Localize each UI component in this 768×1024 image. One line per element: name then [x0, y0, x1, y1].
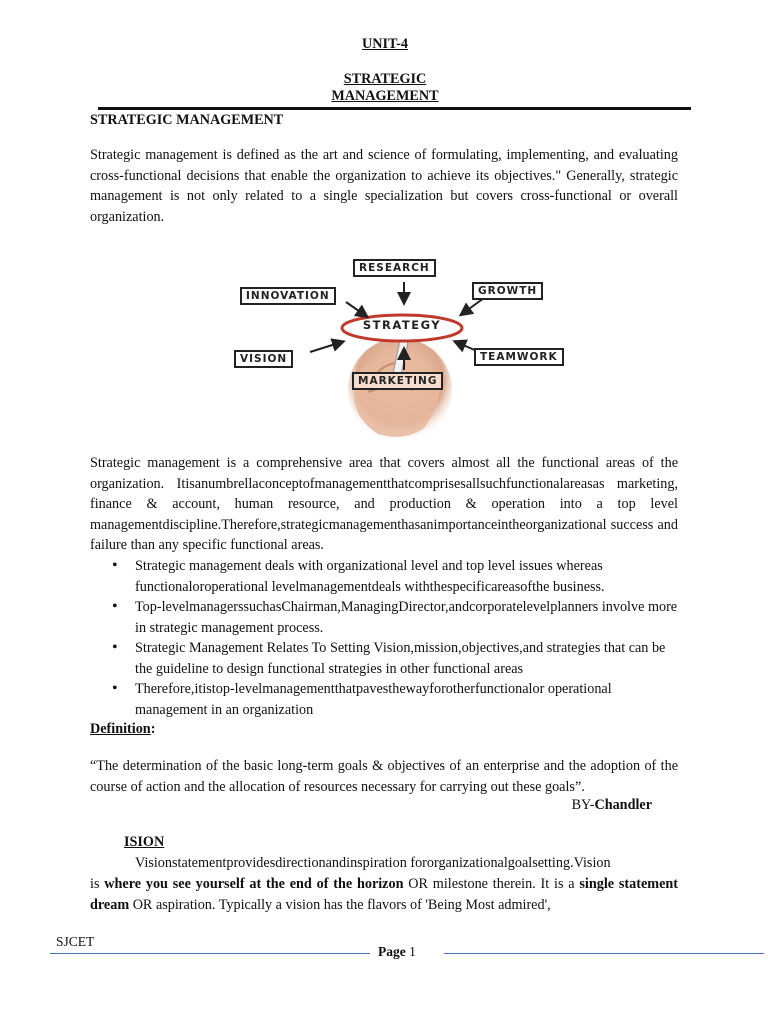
unit-label: UNIT-4	[362, 36, 408, 52]
vision-text-bold-1: where you see yourself at the end of the horizon	[104, 876, 404, 892]
footer-rule-left	[50, 953, 370, 954]
vision-text-c: OR milestone therein. It is a	[403, 876, 580, 892]
strategy-diagram-svg	[228, 252, 588, 440]
vision-box: VISION	[234, 350, 293, 368]
page-number: 1	[409, 944, 416, 959]
vision-heading: ISION	[124, 834, 165, 850]
teamwork-box: TEAMWORK	[474, 348, 564, 366]
attribution-author: Chandler	[594, 797, 652, 813]
title-line-1: STRATEGIC	[343, 71, 427, 87]
footer-page	[378, 944, 416, 960]
vision-paragraph	[90, 874, 678, 915]
section-heading: STRATEGIC MANAGEMENT	[90, 112, 284, 128]
arrow-vision	[310, 342, 342, 352]
footer-rule-right	[444, 953, 764, 954]
title-line-2: MANAGEMENT	[331, 88, 439, 104]
arrow-innovation	[346, 302, 366, 316]
strategy-label: STRATEGY	[362, 318, 442, 332]
definition-heading	[90, 721, 155, 738]
research-box: RESEARCH	[353, 259, 436, 277]
header-rule	[98, 107, 691, 110]
vision-text-e: OR aspiration. Typically a vision has the flavors of 'Being Most admired',	[129, 896, 551, 913]
page-label: Page	[378, 944, 406, 959]
arrow-growth	[462, 298, 484, 314]
attribution-prefix: BY-	[571, 797, 595, 813]
vision-text-a: is	[90, 876, 105, 892]
strategy-figure	[228, 252, 588, 440]
definition-quote: “The determination of the basic long-term goals & objectives of an enterprise and the adoption of the course of action and the allocation of resources necessary for carrying out these goals”.	[90, 758, 678, 795]
definition-label: Definition	[90, 721, 151, 737]
bullet-item: • Therefore,itistop-levelmanagementthatpavesthewayforotherfunctionalor operational management in an organization	[112, 679, 682, 720]
paragraph-2: Strategic management is a comprehensive area that covers almost all the functional areas of the organization. Itisanumbrellaconceptofmanagementthatcomprisesallsuchfunctionalareasas marketing, finance & account, human resource, and production & operation into a top level managementdiscipline.Therefore,strategicmanagementhasanimportanceintheorganizational success and failure than any specific functional areas.	[90, 455, 678, 553]
growth-box: GROWTH	[472, 282, 543, 300]
innovation-box: INNOVATION	[240, 287, 336, 305]
bullet-item: • Strategic management deals with organizational level and top level issues whereas functionaloroperational levelmanagementdeals withthespecificareasofthe business.	[112, 556, 682, 597]
bullet-item: • Top-levelmanagerssuchasChairman,ManagingDirector,andcorporatelevelplanners involve more in strategic management process.	[112, 597, 682, 638]
bullet-item: • Strategic Management Relates To Setting Vision,mission,objectives,and strategies that can be the guideline to design functional strategies in other functional areas	[112, 638, 682, 679]
definition-colon: :	[150, 721, 156, 737]
vision-line-1: Visionstatementprovidesdirectionandinspiration fororganizationalgoalsetting.Vision	[135, 855, 611, 871]
footer-left: SJCET	[56, 934, 95, 949]
marketing-box: MARKETING	[352, 372, 443, 390]
definition-attribution	[90, 797, 652, 814]
vision-text-bold-2: single statement dream	[90, 876, 678, 913]
bullet-list	[112, 556, 682, 720]
intro-paragraph: Strategic management is defined as the art and science of formulating, implementing, and evaluating cross-functional decisions that enable the organization to achieve its objectives." Generally, strategic management is not only related to a single specialization but covers cross-functional or overall organization.	[90, 147, 678, 225]
